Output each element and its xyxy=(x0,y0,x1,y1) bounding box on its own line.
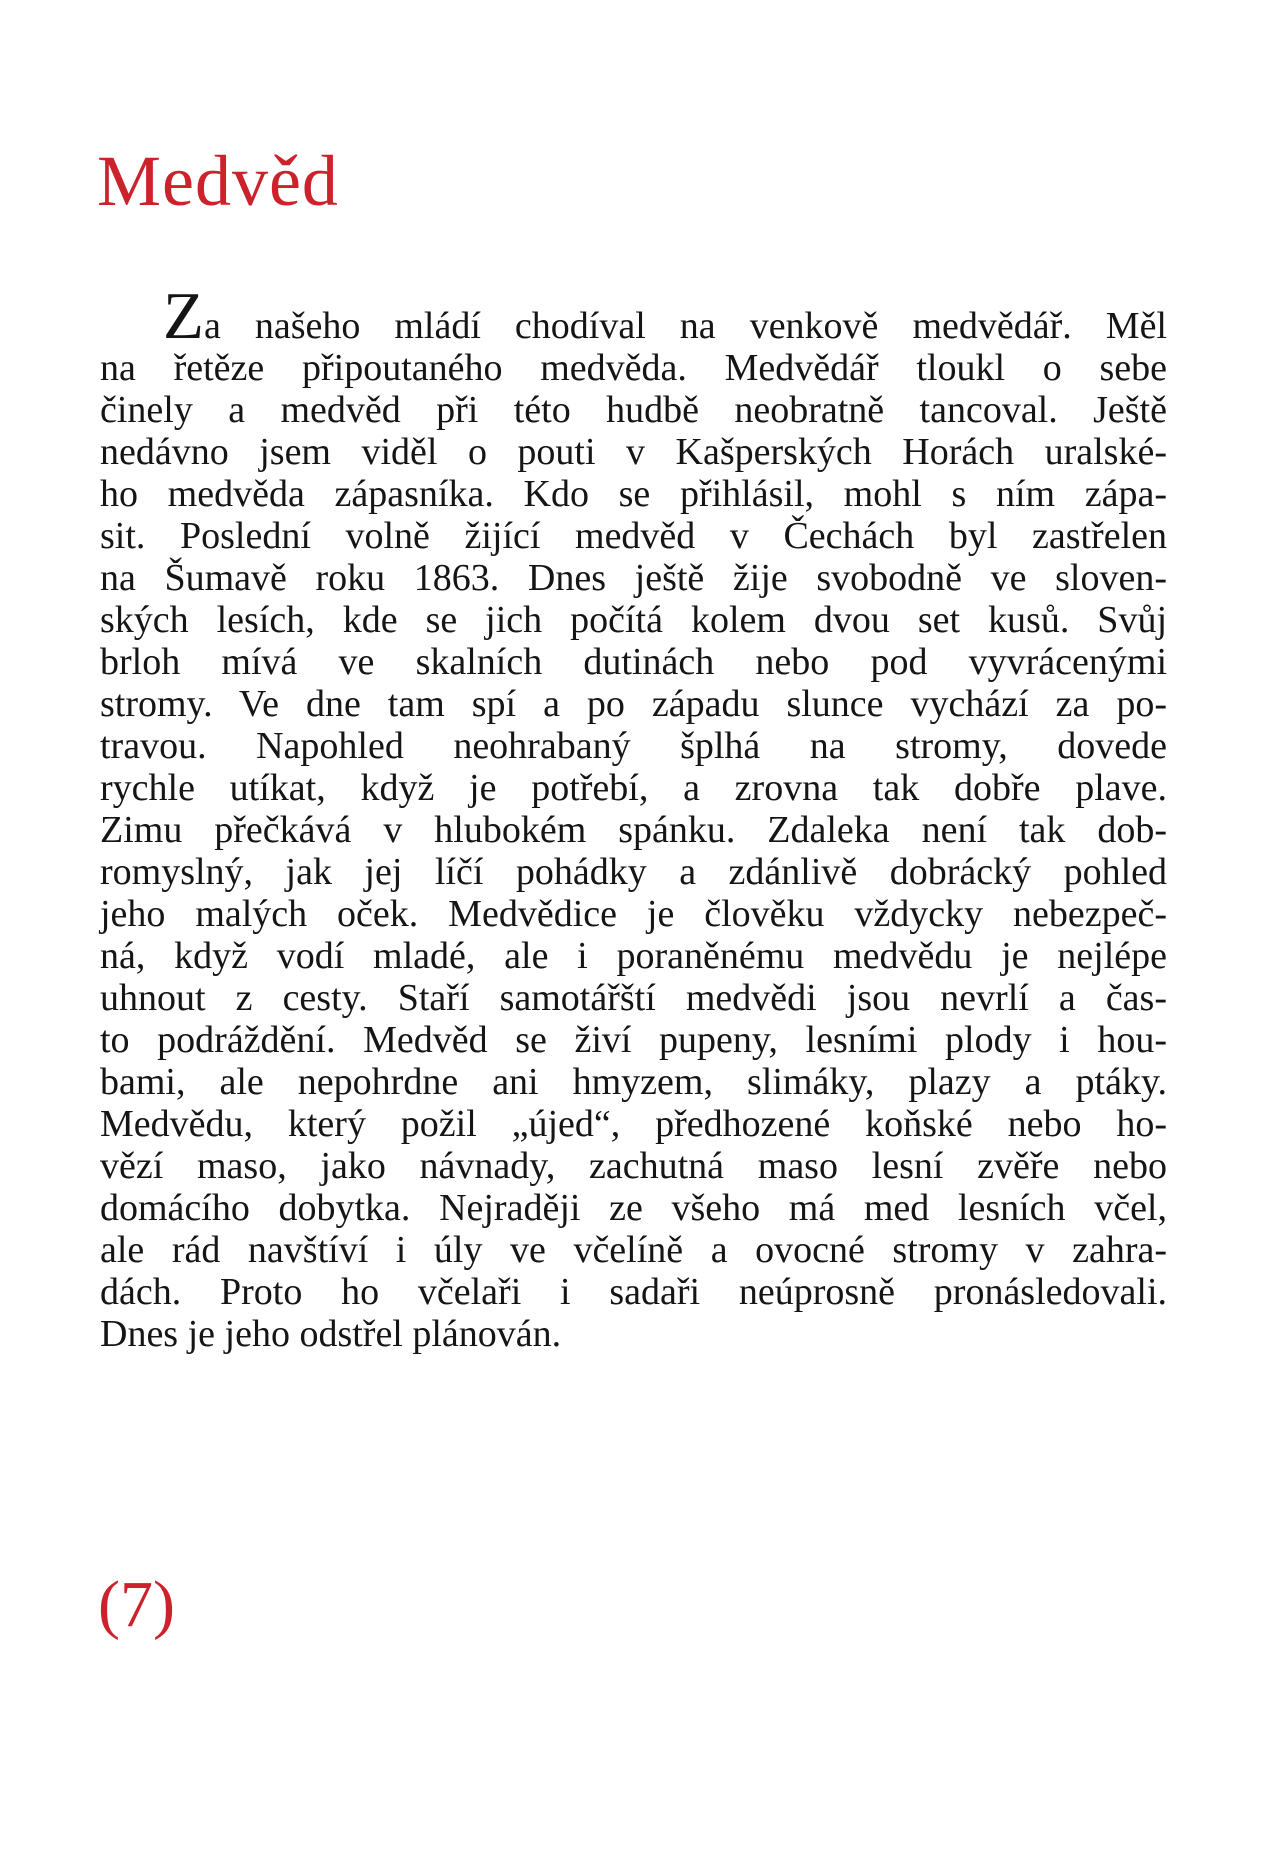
paragraph-line: dách. Proto ho včelaři i sadaři neúprosně pronásledovali. xyxy=(100,1271,1167,1313)
paragraph-line: ho medvěda zápasníka. Kdo se přihlásil, mohl s ním zápa- xyxy=(100,473,1167,515)
paragraph-line: Dnes je jeho odstřel plánován. xyxy=(100,1313,562,1355)
page-number: (7) xyxy=(98,1568,175,1641)
paragraph-line: na Šumavě roku 1863. Dnes ještě žije svobodně ve sloven- xyxy=(100,557,1167,599)
paragraph-line: činely a medvěd při této hudbě neobratně tancoval. Ještě xyxy=(100,389,1167,431)
paragraph-line: travou. Napohled neohrabaný šplhá na stromy, dovede xyxy=(100,725,1167,767)
paragraph-line: ná, když vodí mladé, ale i poraněnému medvědu je nejlépe xyxy=(100,935,1167,977)
paragraph-line: Za našeho mládí chodíval na venkově medvědář. Měl xyxy=(163,279,1167,353)
paragraph-line: romyslný, jak jej líčí pohádky a zdánlivě dobrácký pohled xyxy=(100,851,1167,893)
paragraph-lines xyxy=(100,279,1167,1355)
paragraph-line: domácího dobytka. Nejraději ze všeho má med lesních včel, xyxy=(100,1187,1167,1229)
paragraph-line: nedávno jsem viděl o pouti v Kašperských Horách uralské- xyxy=(100,431,1167,473)
paragraph-line: to podráždění. Medvěd se živí pupeny, lesními plody i hou- xyxy=(100,1019,1167,1061)
paragraph-line: brloh mívá ve skalních dutinách nebo pod vyvrácenými xyxy=(100,641,1167,683)
paragraph-line: na řetěze připoutaného medvěda. Medvědář tloukl o sebe xyxy=(100,347,1167,389)
paragraph-line: stromy. Ve dne tam spí a po západu slunce vychází za po- xyxy=(100,683,1167,725)
paragraph-line: uhnout z cesty. Staří samotářští medvědi jsou nevrlí a čas- xyxy=(100,977,1167,1019)
paragraph-line: Zimu přečkává v hlubokém spánku. Zdaleka není tak dob- xyxy=(100,809,1167,851)
paragraph-line: ských lesích, kde se jich počítá kolem dvou set kusů. Svůj xyxy=(100,599,1167,641)
paragraph-line: rychle utíkat, když je potřebí, a zrovna tak dobře plave. xyxy=(100,767,1167,809)
paragraph-line: ale rád navštíví i úly ve včelíně a ovocné stromy v zahra- xyxy=(100,1229,1167,1271)
drop-cap-initial: Z xyxy=(163,279,204,353)
paragraph-line: jeho malých oček. Medvědice je člověku vždycky nebezpeč- xyxy=(100,893,1167,935)
paragraph-line: Medvědu, který požil „újed“, předhozené koňské nebo ho- xyxy=(100,1103,1167,1145)
paragraph-line: vězí maso, jako návnady, zachutná maso lesní zvěře nebo xyxy=(100,1145,1167,1187)
paragraph-line: bami, ale nepohrdne ani hmyzem, slimáky, plazy a ptáky. xyxy=(100,1061,1167,1103)
page-title: Medvěd xyxy=(97,141,339,221)
paragraph-line: sit. Poslední volně žijící medvěd v Čechách byl zastřelen xyxy=(100,515,1167,557)
